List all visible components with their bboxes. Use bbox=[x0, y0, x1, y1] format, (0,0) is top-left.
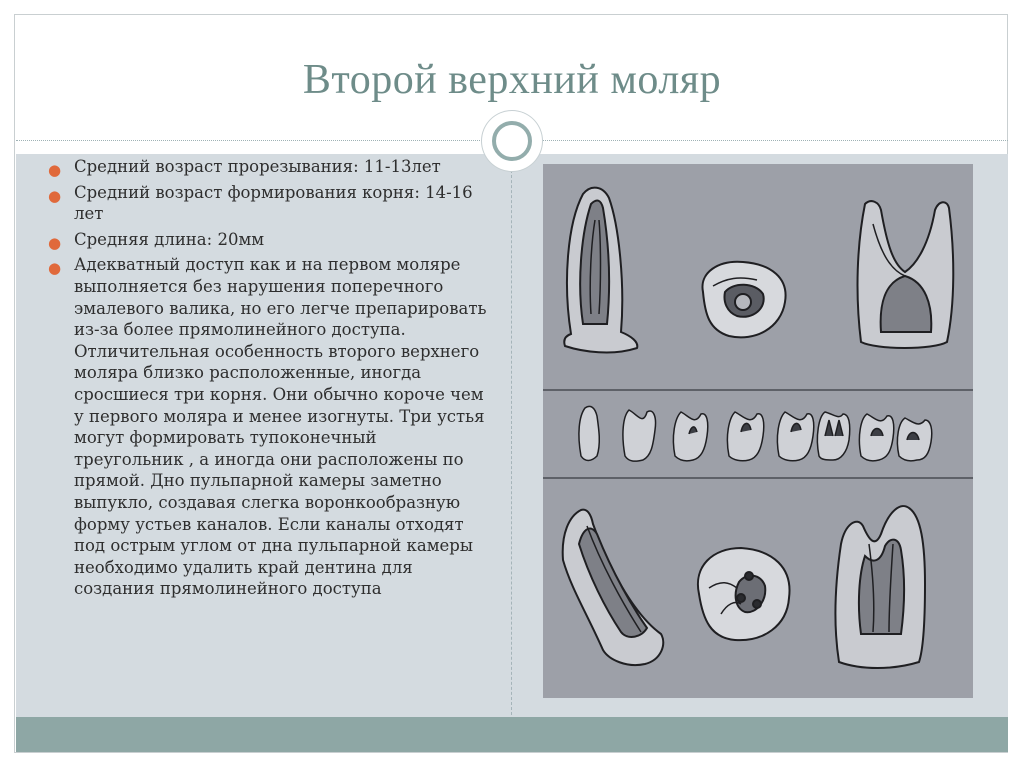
bullet-dot-icon: ● bbox=[48, 186, 62, 205]
tooth-section-bottom-left bbox=[563, 510, 664, 665]
ring-icon bbox=[492, 121, 532, 161]
bullet-dot-icon: ● bbox=[48, 161, 62, 179]
tooth-diagram-figure bbox=[543, 164, 973, 698]
column-divider bbox=[511, 160, 512, 715]
tooth-diagram-icon bbox=[543, 164, 973, 698]
slide-title: Второй верхний моляр bbox=[302, 57, 722, 103]
tooth-occlusal-top bbox=[702, 262, 785, 338]
bullet-text: Средний возраст прорезывания: 11-13лет bbox=[74, 157, 441, 176]
bullet-text: Средний возраст формирования корня: 14-16 лет bbox=[74, 182, 473, 224]
circle-ornament bbox=[482, 111, 542, 171]
bullet-dot-icon: ● bbox=[48, 233, 62, 252]
tooth-section-bottom-right bbox=[835, 506, 925, 668]
bullet-item bbox=[48, 229, 488, 251]
bullet-item bbox=[48, 156, 488, 178]
bullet-item bbox=[48, 182, 488, 225]
bullet-dot-icon: ● bbox=[48, 259, 62, 278]
tooth-section-top-left bbox=[564, 188, 637, 353]
bullet-text: Адекватный доступ как и на первом моляре выполняется без нарушения поперечного эмалевого валика, но его легче препарировать из-за более прямолинейного доступа. Отличительная особенность второго верхнего моляра близко расположенные, иногда сросшиеся три корня. Они обычно короче чем у первого моляра и менее изогнуты. Три устья могут формировать тупоконечный треугольник , а иногда они расположены по прямой. Дно пульпарной камеры заметно выпукло, создавая слегка воронкообразную форму устьев каналов. Если каналы отходят под острым углом от дна пульпарной камеры необходимо удалить край дентина для создания прямолинейного доступа bbox=[74, 255, 487, 599]
footer-band bbox=[16, 717, 1008, 752]
tooth-occlusal-bottom bbox=[698, 548, 790, 640]
tooth-section-top-right bbox=[858, 201, 954, 348]
bullet-list bbox=[48, 156, 488, 604]
tooth-row-small bbox=[579, 406, 932, 461]
bullet-text: Средняя длина: 20мм bbox=[74, 229, 265, 249]
bullet-item bbox=[48, 254, 488, 600]
